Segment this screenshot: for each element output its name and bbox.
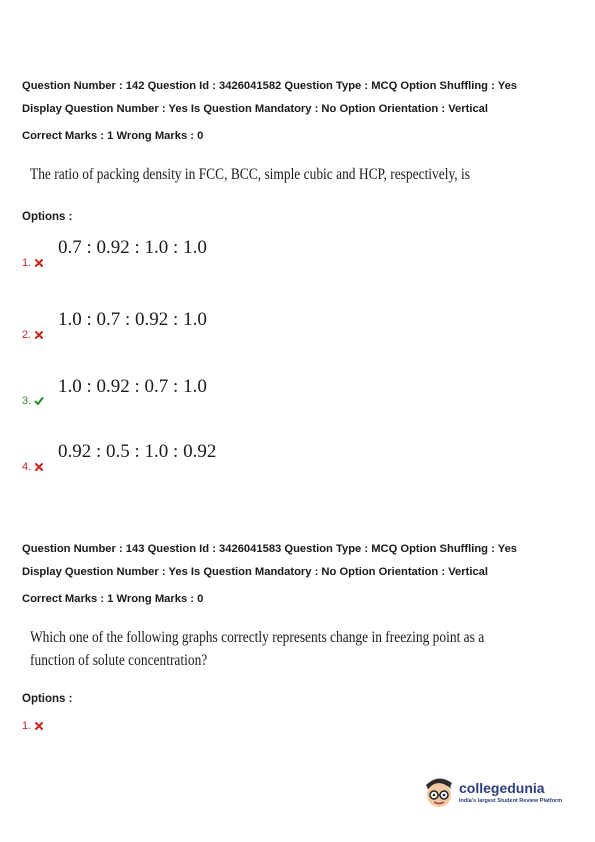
cross-icon [34,330,44,340]
q142-option-1-number: 1. [22,257,32,269]
q142-option-2-value: 1.0 : 0.7 : 0.92 : 1.0 [58,309,207,330]
checkmark-icon [34,396,44,406]
q143-option-1[interactable] [22,720,44,732]
q142-option-2[interactable] [22,329,44,341]
q143-option-1-number: 1. [22,720,32,732]
q143-question-line1: Which one of the following graphs correctly represents change in freezing point as a [30,629,485,646]
q142-option-2-number: 2. [22,329,32,341]
q143-meta-line3: Correct Marks : 1 Wrong Marks : 0 [22,593,204,605]
q142-option-3[interactable] [22,395,44,407]
q142-meta-line2: Display Question Number : Yes Is Question Mandatory : No Option Orientation : Vertical [22,103,489,115]
cross-icon [34,721,44,731]
q142-meta-line3: Correct Marks : 1 Wrong Marks : 0 [22,130,204,142]
q142-option-1[interactable] [22,257,44,269]
cross-icon [34,462,44,472]
q142-option-4[interactable] [22,461,44,473]
q143-question-line2: function of solute concentration? [30,652,208,669]
brand-name: collegedunia [459,780,545,796]
q143-meta-line2: Display Question Number : Yes Is Question Mandatory : No Option Orientation : Vertical [22,566,489,578]
q142-question-text: The ratio of packing density in FCC, BCC, simple cubic and HCP, respectively, is [30,166,470,183]
mascot-icon [426,778,452,807]
q142-option-4-number: 4. [22,461,32,473]
q143-meta-line1: Question Number : 143 Question Id : 3426041583 Question Type : MCQ Option Shuffling : Yes [22,543,518,555]
brand-tagline: India's largest Student Review Platform [459,798,563,804]
q142-option-3-value: 1.0 : 0.92 : 0.7 : 1.0 [58,376,207,397]
q142-option-1-value: 0.7 : 0.92 : 1.0 : 1.0 [58,237,207,258]
q142-option-3-number: 3. [22,395,32,407]
q142-meta-line1: Question Number : 142 Question Id : 3426041582 Question Type : MCQ Option Shuffling : Yes [22,80,518,92]
q142-options-label: Options : [22,211,73,223]
cross-icon [34,258,44,268]
q142-option-4-value: 0.92 : 0.5 : 1.0 : 0.92 [58,441,217,462]
q143-options-label: Options : [22,693,73,705]
